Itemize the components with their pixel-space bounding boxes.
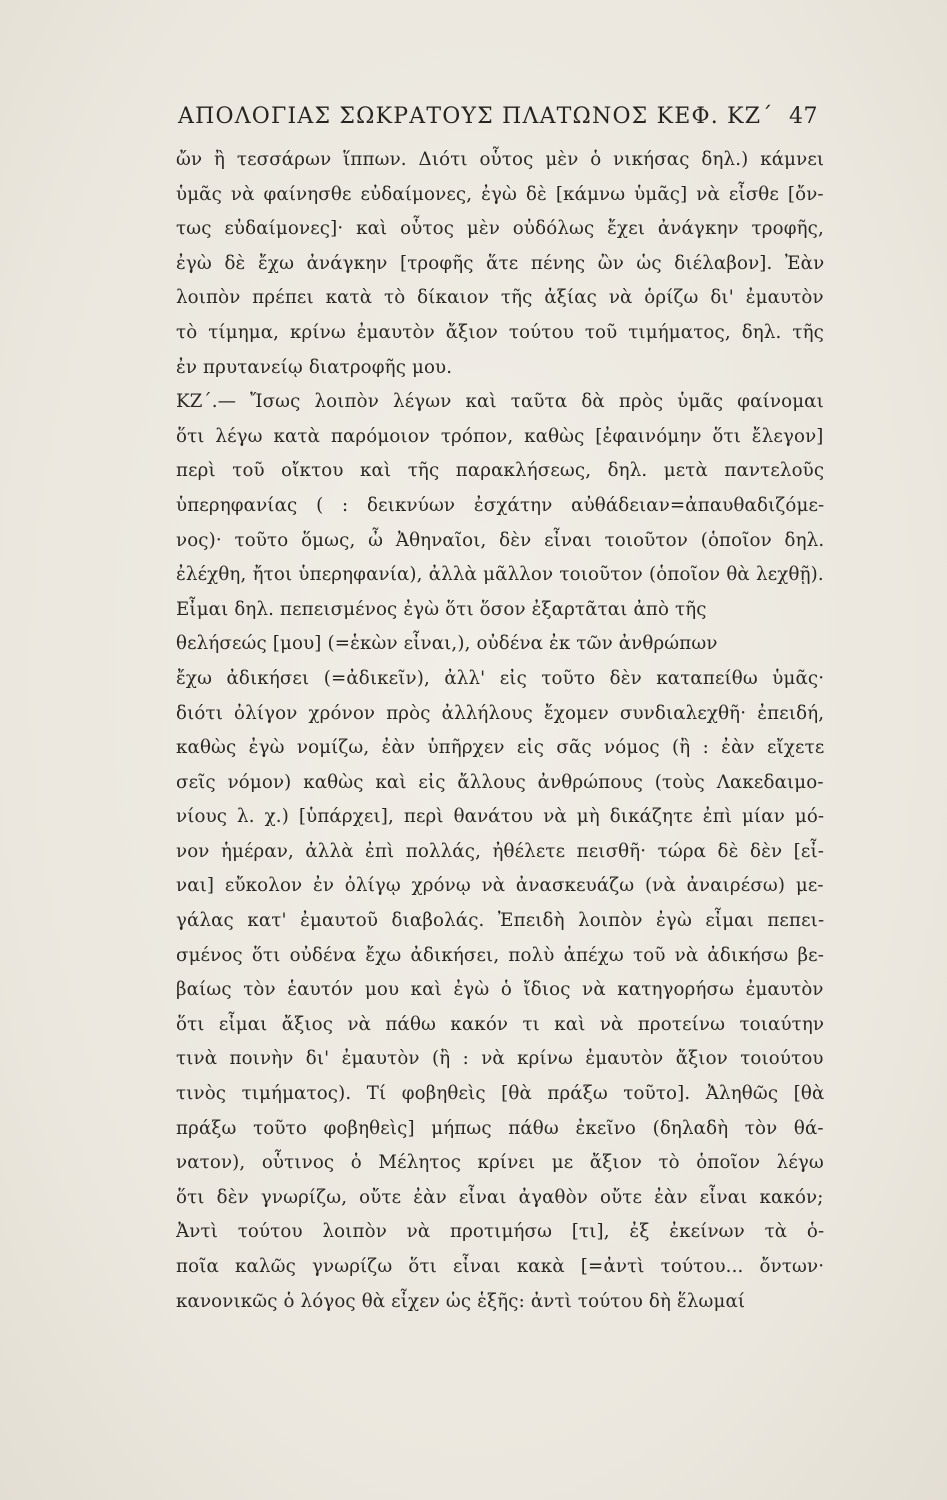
running-title: ΑΠΟΛΟΓΙΑΣ ΣΩΚΡΑΤΟΥΣ ΠΛΑΤΩΝΟΣ ΚΕΦ. ΚΖ΄ xyxy=(178,104,774,129)
text-line: βαίως τὸν ἑαυτόν μου καὶ ἐγὼ ὁ ἴδιος νὰ κατηγορήσω ἐμαυτὸν xyxy=(176,979,824,1001)
text-line: καθὼς ἐγὼ νομίζω, ἐὰν ὑπῆρχεν εἰς σᾶς νόμος (ἢ : ἐὰν εἴχετε xyxy=(176,737,824,759)
text-line: ἐν πρυτανείῳ διατροφῆς μου. xyxy=(176,356,453,378)
text-line: ἐγὼ δὲ ἔχω ἀνάγκην [τροφῆς ἅτε πένης ὢν ὡς διέλαβον]. Ἐὰν xyxy=(176,252,824,274)
text-line: τινὰ ποινὴν δι' ἐμαυτὸν (ἢ : νὰ κρίνω ἐμαυτὸν ἄξιον τοιούτου xyxy=(176,1048,824,1070)
text-line: πράξω τοῦτο φοβηθεὶς] μήπως πάθω ἐκεῖνο (δηλαδὴ τὸν θά- xyxy=(176,1117,824,1139)
text-line: περὶ τοῦ οἴκτου καὶ τῆς παρακλήσεως, δηλ. μετὰ παντελοῦς xyxy=(176,460,824,482)
text-line: νίους λ. χ.) [ὑπάρχει], περὶ θανάτου νὰ μὴ δικάζητε ἐπὶ μίαν μό- xyxy=(176,806,824,828)
text-line: ὑμᾶς νὰ φαίνησθε εὐδαίμονες, ἐγὼ δὲ [κάμνω ὑμᾶς] νὰ εἶσθε [ὄν- xyxy=(176,183,824,205)
text-line: διότι ὀλίγον χρόνον πρὸς ἀλλήλους ἔχομεν συνδιαλεχθῆ· ἐπειδή, xyxy=(176,702,824,724)
chapter-start-line: ΚΖ΄.— Ἴσως λοιπὸν λέγων καὶ ταῦτα δὰ πρὸς ὑμᾶς φαίνομαι xyxy=(176,391,824,413)
text-line: ἔχω ἀδικήσει (=ἀδικεῖν), ἀλλ' εἰς τοῦτο δὲν καταπείθω ὑμᾶς· xyxy=(176,667,824,689)
text-line: σμένος ὅτι οὐδένα ἔχω ἀδικήσει, πολὺ ἀπέχω τοῦ νὰ ἀδικήσω βε- xyxy=(176,944,824,966)
page-number: 47 xyxy=(789,104,818,129)
text-line: θελήσεώς [μου] (=ἑκὼν εἶναι,), οὐδένα ἐκ τῶν ἀνθρώπων xyxy=(176,633,718,655)
text-line: νος)· τοῦτο ὅμως, ὦ Ἀθηναῖοι, δὲν εἶναι τοιοῦτον (ὁποῖον δηλ. xyxy=(176,529,824,551)
text-line: ὑπερηφανίας ( : δεικνύων ἐσχάτην αὐθάδειαν=ἀπαυθαδιζόμε- xyxy=(176,494,824,516)
running-header xyxy=(178,104,818,129)
text-line: κανονικῶς ὁ λόγος θὰ εἶχεν ὡς ἑξῆς: ἀντὶ τούτου δὴ ἕλωμαί xyxy=(176,1290,746,1312)
text-line: νατον), οὗτινος ὁ Μέλητος κρίνει με ἄξιον τὸ ὁποῖον λέγω xyxy=(176,1152,824,1174)
text-line: ὅτι λέγω κατὰ παρόμοιον τρόπον, καθὼς [ἐφαινόμην ὅτι ἔλεγον] xyxy=(176,425,824,447)
text-line: σεῖς νόμον) καθὼς καὶ εἰς ἄλλους ἀνθρώπους (τοὺς Λακεδαιμο- xyxy=(176,771,824,793)
text-line: τως εὐδαίμονες]· καὶ οὗτος μὲν οὐδόλως ἔχει ἀνάγκην τροφῆς, xyxy=(176,218,824,240)
text-line: γάλας κατ' ἐμαυτοῦ διαβολάς. Ἐπειδὴ λοιπὸν ἐγὼ εἶμαι πεπει- xyxy=(176,910,824,932)
text-line: ποῖα καλῶς γνωρίζω ὅτι εἶναι κακὰ [=ἀντὶ τούτου... ὄντων· xyxy=(176,1256,824,1277)
text-line: ἐλέχθη, ἤτοι ὑπερηφανία), ἀλλὰ μᾶλλον τοιοῦτον (ὁποῖον θὰ λεχθῇ). xyxy=(176,564,824,586)
text-line: Ἀντὶ τούτου λοιπὸν νὰ προτιμήσω [τι], ἐξ ἐκείνων τὰ ὁ- xyxy=(176,1221,824,1243)
text-line: ὅτι εἶμαι ἄξιος νὰ πάθω κακόν τι καὶ νὰ προτείνω τοιαύτην xyxy=(176,1013,824,1035)
text-line: τινὸς τιμήματος). Τί φοβηθεὶς [θὰ πράξω τοῦτο]. Ἀληθῶς [θὰ xyxy=(176,1083,824,1105)
text-line: ναι] εὔκολον ἐν ὀλίγῳ χρόνῳ νὰ ἀνασκευάζω (νὰ ἀναιρέσω) με- xyxy=(176,875,824,897)
text-line: ὅτι δὲν γνωρίζω, οὔτε ἐὰν εἶναι ἀγαθὸν οὔτε ἐὰν εἶναι κακόν; xyxy=(176,1186,824,1208)
text-line: ὤν ἢ τεσσάρων ἵππων. Διότι οὗτος μὲν ὁ νικήσας δηλ.) κάμνει xyxy=(176,149,824,170)
text-line: λοιπὸν πρέπει κατὰ τὸ δίκαιον τῆς ἀξίας νὰ ὁρίζω δι' ἐμαυτὸν xyxy=(176,287,824,309)
text-line: Εἶμαι δηλ. πεπεισμένος ἐγὼ ὅτι ὅσον ἐξαρτᾶται ἀπὸ τῆς xyxy=(176,598,707,620)
text-line: τὸ τίμημα, κρίνω ἐμαυτὸν ἄξιον τούτου τοῦ τιμήματος, δηλ. τῆς xyxy=(176,321,824,343)
body-text xyxy=(176,143,824,1319)
text-line: νον ἡμέραν, ἀλλὰ ἐπὶ πολλάς, ἠθέλετε πεισθῆ· τώρα δὲ δὲν [εἶ- xyxy=(176,840,824,862)
